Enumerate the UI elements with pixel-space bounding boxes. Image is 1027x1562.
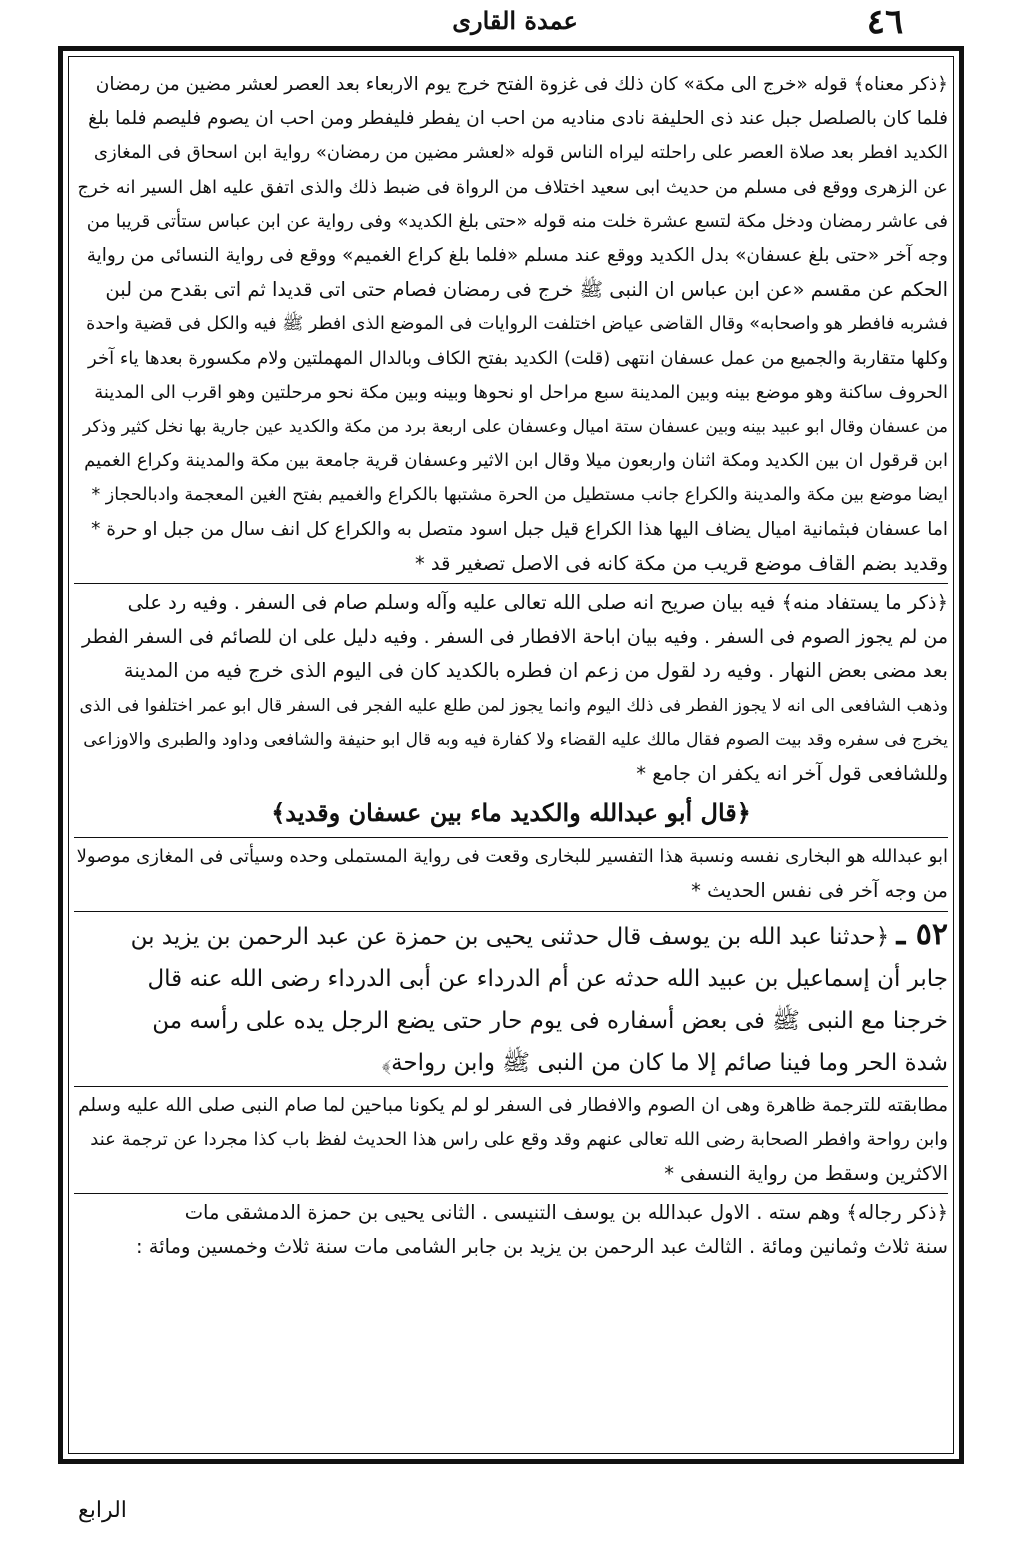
divider-rule: [74, 837, 948, 838]
text-line: وقديد بضم القاف موضع قريب من مكة كانه فى الاصل تصغير قد *: [414, 551, 948, 575]
text-line: عن الزهرى ووقع فى مسلم من حديث ابى سعيد اختلاف من الرواة فى ضبط ذلك والذى اتفق عليه اهل السير انه خرج: [77, 176, 948, 198]
divider-rule: [74, 1086, 948, 1087]
section-heading: ﴿قال أبو عبدالله والكديد ماء بين عسفان وقديد﴾: [271, 798, 751, 828]
hadith-line: جابر أن إسماعيل بن عبيد الله حدثه عن أم الدرداء عن أبى الدرداء رضى الله عنه قال: [147, 965, 948, 992]
text-line: الاكثرين وسقط من رواية النسفى *: [664, 1162, 948, 1186]
text-line: ﴿ذكر رجاله﴾ وهم سته . الاول عبدالله بن يوسف التنيسى . الثانى يحيى بن حمزة الدمشقى مات: [184, 1201, 948, 1225]
paragraph-correspondence: [74, 1089, 948, 1192]
divider-rule: [74, 583, 948, 584]
text-line: وجه آخر «حتى بلغ عسفان» بدل الكديد ووقع عند مسلم «فلما بلغ كراع الغميم» ووقع فى رواية النسائى من رواية: [86, 245, 948, 267]
text-line: الحكم عن مقسم «عن ابن عباس ان النبى ﷺ خرج فى رمضان فصام حتى اتى قديدا ثم اتى بقدح من لبن: [105, 278, 948, 302]
text-line: ﴿ذكر معناه﴾ قوله «خرج الى مكة» كان ذلك فى غزوة الفتح خرج يوم الاربعاء بعد العصر لعشر مضين من رمضان: [95, 74, 948, 95]
hadith-number: ٥٢ ـ: [896, 916, 948, 952]
paragraph-commentary: [74, 840, 948, 908]
text-line: الحروف ساكنة وهو موضع بينه وبين المدينة سبع مراحل او نحوها وبينه وبين مكة نحو مرحلتين وهو اقرب الى المدينة: [94, 381, 948, 403]
running-title: عمدة القارى: [452, 6, 578, 35]
text-line: فلما كان بالصلصل جبل عند ذى الحليفة نادى مناديه من احب ان يفطر فليفطر ومن احب ان يصوم فليصم فلما بلغ: [88, 108, 948, 130]
text-line: فشربه فافطر هو واصحابه» وقال القاضى عياض اختلفت الروايات فى الموضع الذى افطر ﷺ فيه والكل فى قضية واحدة: [86, 314, 948, 335]
catchword: الرابع: [78, 1498, 127, 1523]
divider-rule: [74, 911, 948, 912]
divider-rule: [74, 1193, 948, 1194]
page-header: [0, 0, 1027, 52]
text-line: الكديد افطر بعد صلاة العصر على راحلته ليراه الناس قوله «لعشر مضين من رمضان» رواية ابن اسحاق فى المغازى: [93, 142, 948, 164]
text-line: ﴿ذكر ما يستفاد منه﴾ فيه بيان صريح انه صلى الله تعالى عليه وآله وسلم صام فى السفر . وفيه رد على: [127, 591, 948, 615]
text-line: اما عسفان فبثمانية اميال يضاف اليها هذا الكراع قيل جبل اسود متصل به والكراع كل انف سال من جبل او حرة *: [91, 518, 948, 540]
paragraph-narrators: [74, 1196, 948, 1264]
text-line: من عسفان وقال ابو عبيد بينه وبين عسفان ستة اميال وعسفان على اربعة برد من مكة والكديد عين جارية بها نخل كثير وذكر: [83, 417, 948, 438]
text-line: بعد مضى بعض النهار . وفيه رد لقول من زعم ان فطره بالكديد كان فى اليوم الذى خرج فيه من المدينة: [123, 659, 948, 683]
text-line: ايضا موضع بين مكة والمدينة والكراع جانب مستطيل من الحرة مشتبها بالكراع والغميم بفتح الغين المعجمة وادبالحجاز *: [91, 485, 948, 506]
hadith-line: شدة الحر وما فينا صائم إلا ما كان من النبى ﷺ وابن رواحة﴾: [381, 1049, 948, 1076]
text-line: وكلها متقاربة والجميع من عمل عسفان انتهى (قلت) الكديد بفتح الكاف وبالدال المهملتين ولام مكسورة بعدها ياء آخر: [88, 347, 948, 369]
hadith-text: [74, 914, 948, 1084]
paragraph-benefits: [74, 586, 948, 791]
page-body: [74, 62, 948, 1448]
hadith-line-text: ﴿حدثنا عبد الله بن يوسف قال حدثنى يحيى بن حمزة عن عبد الرحمن بن يزيد بن: [130, 923, 890, 950]
text-line: وللشافعى قول آخر انه يكفر ان جامع *: [636, 762, 948, 786]
paragraph-meaning: [74, 68, 948, 581]
text-line: يخرج فى سفره وقد بيت الصوم فقال مالك عليه القضاء ولا كفارة فيه وبه قال ابو حنيفة والشافعى وداود والطبرى والاوزاعى: [83, 729, 948, 750]
text-line: سنة ثلاث وثمانين ومائة . الثالث عبد الرحمن بن يزيد بن جابر الشامى مات سنة ثلاث وخمسين ومائة :: [135, 1235, 948, 1259]
text-line: من وجه آخر فى نفس الحديث *: [691, 879, 948, 903]
hadith-line: خرجنا مع النبى ﷺ فى بعض أسفاره فى يوم حار حتى يضع الرجل يده على رأسه من: [152, 1007, 948, 1034]
text-line: ابن قرقول ان بين الكديد ومكة اثنان واربعون ميلا وقال ابن الاثير وعسفان قرية جامعة بين مكة والمدينة وكراع الغميم: [84, 450, 948, 472]
text-line: وابن رواحة وافطر الصحابة رضى الله تعالى عنهم وقد وقع على راس هذا الحديث لفظ باب كذا مجردا عن ترجمة عند: [90, 1128, 948, 1150]
hadith-line: [74, 914, 948, 958]
text-line: مطابقته للترجمة ظاهرة وهى ان الصوم والافطار فى السفر لو لم يكونا مباحين لما صام النبى صلى الله عليه وسلم: [78, 1094, 948, 1116]
page-number: ٤٦: [866, 2, 904, 42]
text-line: ابو عبدالله هو البخارى نفسه ونسبة هذا التفسير للبخارى وقعت فى رواية المستملى وحده وسيأتى فى المغازى موصولا: [76, 846, 948, 868]
text-line: فى عاشر رمضان ودخل مكة لتسع عشرة خلت منه قوله «حتى بلغ الكديد» وفى رواية عن ابن عباس ستأتى قريبا من: [86, 210, 948, 232]
text-line: وذهب الشافعى الى انه لا يجوز الفطر فى ذلك اليوم وانما يجوز لمن طلع عليه الفجر فى السفر قال ابو عمر اختلفوا فى الذى: [79, 695, 948, 716]
text-line: من لم يجوز الصوم فى السفر . وفيه بيان اباحة الافطار فى السفر . وفيه دليل على ان للصائم فى السفر الفطر: [82, 626, 948, 649]
